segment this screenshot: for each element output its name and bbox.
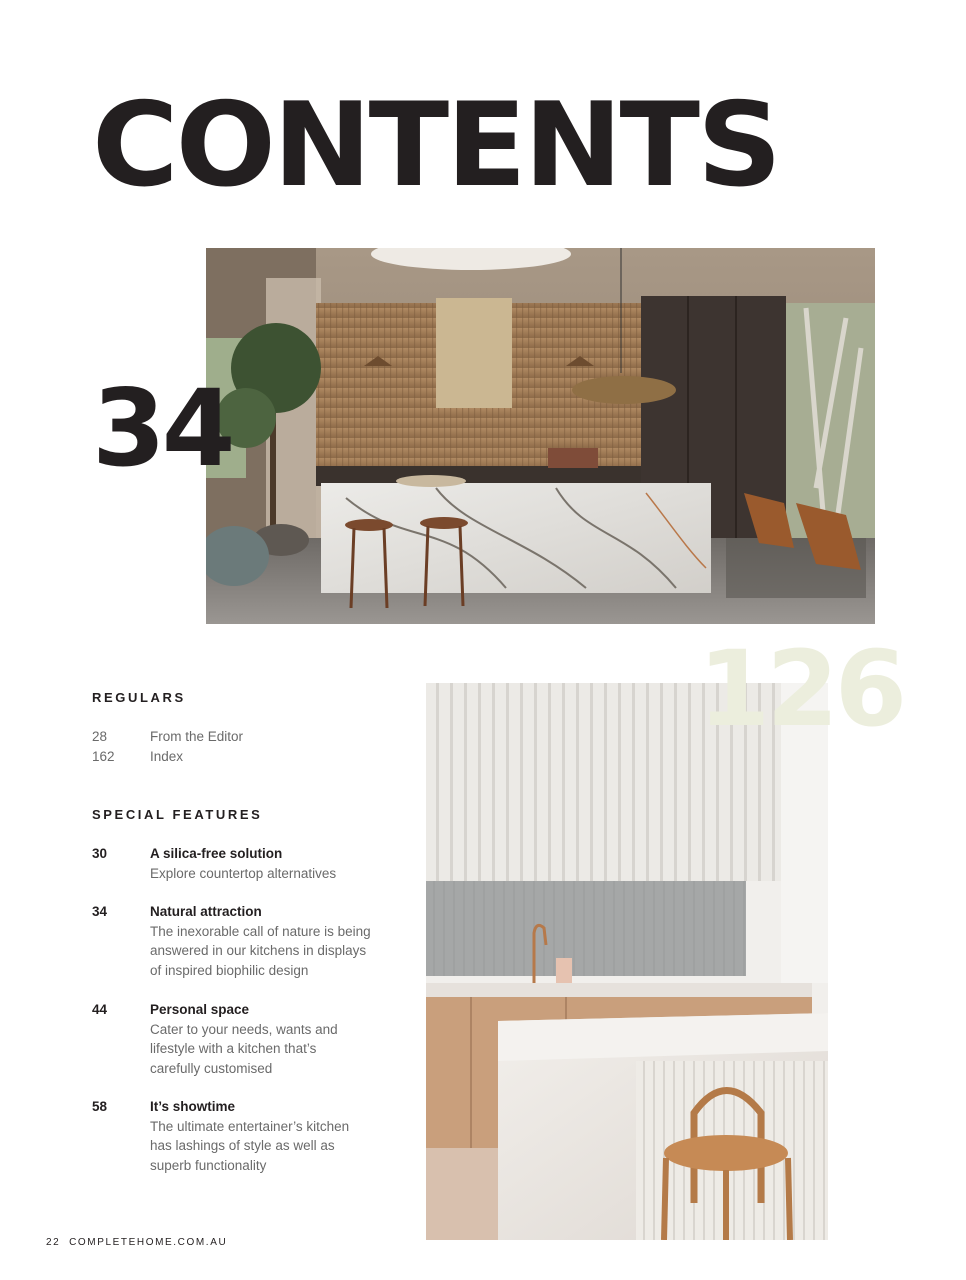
feature-item[interactable] xyxy=(92,1000,375,1078)
description-line: superb functionality xyxy=(150,1157,267,1173)
feature-item[interactable] xyxy=(92,902,375,980)
page-number: 30 xyxy=(92,846,108,861)
list-item[interactable] xyxy=(92,747,243,767)
feature-title: Natural attraction xyxy=(150,904,262,919)
feature-description xyxy=(150,864,375,884)
regulars-list xyxy=(92,727,243,766)
description-line: has lashings of style as well as xyxy=(150,1138,335,1153)
page-footer xyxy=(46,1237,227,1248)
feature-title: A silica-free solution xyxy=(150,846,283,861)
feature-description xyxy=(150,922,375,981)
feature-description xyxy=(150,1020,375,1079)
feature-item[interactable] xyxy=(92,1097,375,1175)
description-line: The ultimate entertainer’s kitchen xyxy=(150,1118,350,1134)
page-title: CONTENTS xyxy=(92,77,779,213)
description-line: Explore countertop alternatives xyxy=(150,865,337,881)
description-line: Cater to your needs, wants and xyxy=(150,1021,338,1037)
description-line: carefully customised xyxy=(150,1060,273,1076)
description-line: The inexorable call of nature is being xyxy=(150,923,371,939)
description-line: lifestyle with a kitchen that’s xyxy=(150,1041,317,1056)
description-line: of inspired biophilic design xyxy=(150,962,309,978)
page-number: 44 xyxy=(92,1002,108,1017)
page-number: 34 xyxy=(92,904,108,919)
kitchen-photo-light xyxy=(426,683,828,1240)
item-label: Index xyxy=(150,748,184,764)
feature-title: Personal space xyxy=(150,1002,250,1017)
feature-description xyxy=(150,1117,375,1176)
kitchen-photo-dark xyxy=(206,248,875,624)
item-label: From the Editor xyxy=(150,729,244,744)
feature-page-number-126: 126 xyxy=(698,628,904,750)
page-number: 162 xyxy=(92,748,115,764)
special-features-heading: SPECIAL FEATURES xyxy=(92,807,263,822)
feature-title: It’s showtime xyxy=(150,1099,236,1114)
list-item[interactable] xyxy=(92,727,243,747)
feature-item[interactable] xyxy=(92,844,375,883)
regulars-heading: REGULARS xyxy=(92,690,186,705)
page-number: 28 xyxy=(92,729,108,744)
page-number: 58 xyxy=(92,1099,108,1114)
description-line: answered in our kitchens in displays xyxy=(150,943,367,958)
footer-page-number: 22 xyxy=(46,1237,61,1248)
feature-page-number-34: 34 xyxy=(92,367,232,490)
footer-site[interactable]: COMPLETEHOME.COM.AU xyxy=(69,1237,228,1248)
